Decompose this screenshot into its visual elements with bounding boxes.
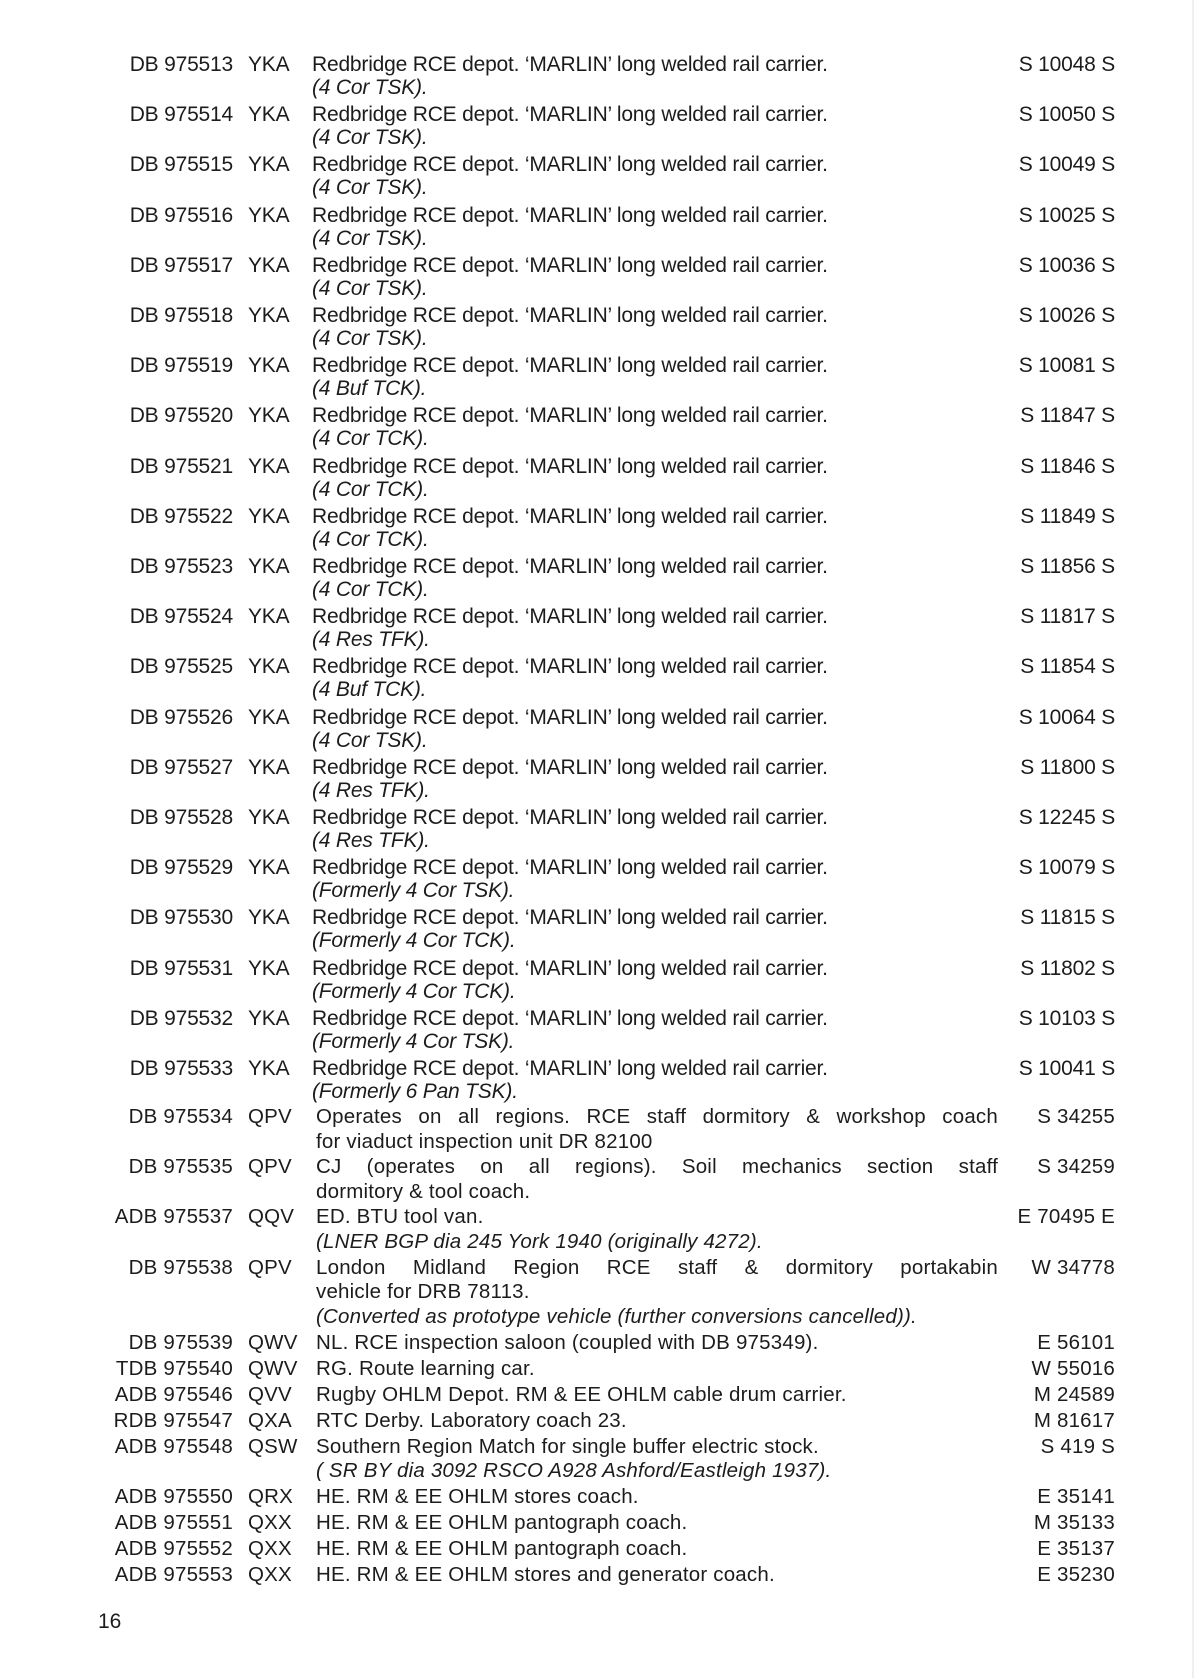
type-code: YKA: [248, 53, 290, 76]
entry-row: [0, 1409, 1200, 1434]
original-number: M 35133: [1033, 1510, 1115, 1534]
vehicle-number: ADB 975553: [114, 1562, 233, 1586]
type-code: QPV: [248, 1255, 292, 1279]
description-line: HE. RM & EE OHLM stores and generator coach.: [316, 1562, 775, 1586]
vehicle-number: DB 975524: [129, 605, 233, 629]
former-identity-note: (4 Res TFK).: [312, 628, 430, 652]
original-number: E 70495 E: [1017, 1205, 1115, 1229]
description-line: RG. Route learning car.: [316, 1356, 535, 1380]
description: Redbridge RCE depot. ‘MARLIN’ long welded rail carrier.: [312, 555, 828, 578]
type-code: QWV: [248, 1330, 298, 1354]
original-number: S 11817 S: [1020, 605, 1115, 629]
type-code: YKA: [248, 906, 290, 930]
original-number: S 11856 S: [1020, 555, 1115, 578]
entry-row: [0, 1331, 1200, 1356]
type-code: QXA: [248, 1408, 292, 1432]
type-code: QPV: [248, 1155, 292, 1179]
former-identity-note: (Formerly 4 Cor TCK).: [312, 929, 516, 953]
original-number: S 11854 S: [1020, 655, 1115, 679]
original-number: E 35137: [1037, 1536, 1115, 1560]
type-code: YKA: [248, 705, 290, 729]
original-number: S 10048 S: [1018, 53, 1115, 76]
description-line: RTC Derby. Laboratory coach 23.: [316, 1408, 627, 1432]
vehicle-number: DB 975513: [129, 53, 233, 76]
original-number: S 10025 S: [1018, 203, 1115, 227]
page-number: 16: [98, 1610, 122, 1633]
description: Redbridge RCE depot. ‘MARLIN’ long welded rail carrier.: [312, 253, 828, 277]
entry-row: [0, 455, 1200, 503]
entry-row: [0, 354, 1200, 402]
description-line: vehicle for DRB 78113.: [316, 1280, 530, 1304]
former-identity-note: (4 Cor TCK).: [312, 578, 429, 601]
vehicle-number: DB 975515: [129, 153, 233, 177]
former-identity-note: (4 Cor TCK).: [312, 427, 429, 451]
description: Redbridge RCE depot. ‘MARLIN’ long welded rail carrier.: [312, 906, 828, 930]
vehicle-number: DB 975532: [129, 1006, 233, 1030]
entry-row: [0, 153, 1200, 201]
original-number: S 10026 S: [1018, 304, 1115, 327]
original-number: M 81617: [1033, 1408, 1115, 1432]
original-number: S 10103 S: [1018, 1006, 1115, 1030]
vehicle-number: ADB 975546: [114, 1382, 233, 1406]
vehicle-number: ADB 975537: [114, 1205, 233, 1229]
entry-row: [0, 505, 1200, 553]
former-identity-note: (4 Buf TCK).: [312, 377, 427, 401]
former-identity-note: (4 Cor TSK).: [312, 276, 428, 300]
type-code: YKA: [248, 555, 290, 578]
vehicle-number: DB 975539: [128, 1330, 233, 1354]
original-number: S 419 S: [1040, 1434, 1115, 1458]
description: Redbridge RCE depot. ‘MARLIN’ long welded rail carrier.: [312, 103, 828, 127]
entry-row: [0, 254, 1200, 302]
entry-row: [0, 53, 1200, 101]
entry-row: [0, 1007, 1200, 1055]
type-code: YKA: [248, 253, 290, 277]
type-code: QPV: [248, 1105, 292, 1128]
entry-row: [0, 957, 1200, 1005]
original-number: S 11802 S: [1020, 956, 1115, 980]
vehicle-number: DB 975514: [129, 103, 233, 127]
description: Redbridge RCE depot. ‘MARLIN’ long welded rail carrier.: [312, 153, 828, 177]
entry-row: [0, 605, 1200, 653]
former-identity-note: (4 Cor TSK).: [312, 176, 428, 200]
type-code: YKA: [248, 655, 290, 679]
vehicle-number: DB 975517: [129, 253, 233, 277]
former-identity-note: (4 Buf TCK).: [312, 678, 427, 702]
type-code: QWV: [248, 1356, 298, 1380]
description: Redbridge RCE depot. ‘MARLIN’ long welded rail carrier.: [312, 454, 828, 478]
original-number: W 55016: [1031, 1356, 1115, 1380]
entry-row: [0, 706, 1200, 754]
original-number: S 10049 S: [1018, 153, 1115, 177]
description: Redbridge RCE depot. ‘MARLIN’ long welded rail carrier.: [312, 705, 828, 729]
type-code: YKA: [248, 504, 290, 528]
type-code: YKA: [248, 354, 290, 378]
former-identity-note: (4 Cor TCK).: [312, 477, 429, 501]
original-number: S 34255: [1037, 1105, 1115, 1128]
description: Redbridge RCE depot. ‘MARLIN’ long welded rail carrier.: [312, 755, 828, 779]
description: Redbridge RCE depot. ‘MARLIN’ long welded rail carrier.: [312, 404, 828, 428]
type-code: YKA: [248, 203, 290, 227]
original-number: S 11847 S: [1020, 404, 1115, 428]
entry-row: [0, 806, 1200, 854]
vehicle-number: DB 975525: [129, 655, 233, 679]
original-number: S 11849 S: [1020, 504, 1115, 528]
former-identity-note: (4 Res TFK).: [312, 829, 430, 852]
type-code: YKA: [248, 454, 290, 478]
vehicle-number: DB 975533: [129, 1057, 233, 1080]
former-identity-note: (4 Res TFK).: [312, 778, 430, 802]
original-number: E 35141: [1037, 1484, 1115, 1508]
entry-row: [0, 404, 1200, 452]
original-number: S 11815 S: [1020, 906, 1115, 930]
entry-row: [0, 103, 1200, 151]
type-code: QVV: [248, 1382, 292, 1406]
vehicle-number: DB 975535: [128, 1155, 233, 1179]
type-code: YKA: [248, 404, 290, 428]
former-identity-note: (4 Cor TSK).: [312, 728, 428, 752]
former-identity-note: (4 Cor TSK).: [312, 76, 428, 99]
vehicle-number: ADB 975550: [114, 1484, 233, 1508]
entry-row: [0, 555, 1200, 603]
vehicle-number: DB 975528: [129, 806, 233, 829]
entry-row: [0, 856, 1200, 904]
type-code: YKA: [248, 605, 290, 629]
description-line: ED. BTU tool van.: [316, 1205, 484, 1229]
type-code: YKA: [248, 153, 290, 177]
description-note: (LNER BGP dia 245 York 1940 (originally 4272).: [316, 1230, 763, 1254]
description-line: London Midland Region RCE staff & dormitory portakabin: [316, 1255, 998, 1279]
former-identity-note: (4 Cor TCK).: [312, 527, 429, 551]
type-code: YKA: [248, 1006, 290, 1030]
description: Redbridge RCE depot. ‘MARLIN’ long welded rail carrier.: [312, 53, 828, 76]
former-identity-note: (Formerly 4 Cor TSK).: [312, 879, 515, 903]
former-identity-note: (4 Cor TSK).: [312, 226, 428, 250]
description: Redbridge RCE depot. ‘MARLIN’ long welded rail carrier.: [312, 304, 828, 327]
original-number: S 10036 S: [1018, 253, 1115, 277]
entry-row: [0, 1256, 1200, 1330]
vehicle-number: DB 975518: [129, 304, 233, 327]
original-number: S 10081 S: [1018, 354, 1115, 378]
entry-row: [0, 1435, 1200, 1485]
entry-row: [0, 1205, 1200, 1255]
description: Redbridge RCE depot. ‘MARLIN’ long welded rail carrier.: [312, 956, 828, 980]
entry-row: [0, 1563, 1200, 1588]
original-number: S 10079 S: [1018, 856, 1115, 880]
type-code: YKA: [248, 103, 290, 127]
original-number: S 11846 S: [1020, 454, 1115, 478]
original-number: S 34259: [1037, 1155, 1115, 1179]
type-code: QQV: [248, 1205, 295, 1229]
type-code: YKA: [248, 1057, 290, 1080]
vehicle-number: ADB 975548: [114, 1434, 233, 1458]
type-code: YKA: [248, 956, 290, 980]
entry-row: [0, 204, 1200, 252]
vehicle-number: DB 975523: [129, 555, 233, 578]
original-number: S 12245 S: [1018, 806, 1115, 829]
original-number: M 24589: [1033, 1382, 1115, 1406]
vehicle-number: DB 975516: [129, 203, 233, 227]
vehicle-number: DB 975519: [129, 354, 233, 378]
vehicle-number: DB 975538: [128, 1255, 233, 1279]
vehicle-number: DB 975520: [129, 404, 233, 428]
description: Redbridge RCE depot. ‘MARLIN’ long welded rail carrier.: [312, 605, 828, 629]
entry-row: [0, 1357, 1200, 1382]
entry-row: [0, 1057, 1200, 1105]
former-identity-note: (4 Cor TSK).: [312, 327, 428, 350]
description: Redbridge RCE depot. ‘MARLIN’ long welded rail carrier.: [312, 1006, 828, 1030]
original-number: S 10050 S: [1018, 103, 1115, 127]
entry-row: [0, 906, 1200, 954]
entry-row: [0, 1105, 1200, 1155]
entry-row: [0, 1511, 1200, 1536]
type-code: YKA: [248, 304, 290, 327]
type-code: QRX: [248, 1484, 294, 1508]
description-line: Operates on all regions. RCE staff dormitory & workshop coach: [316, 1105, 998, 1128]
type-code: QXX: [248, 1536, 292, 1560]
original-number: E 56101: [1037, 1330, 1115, 1354]
former-identity-note: (Formerly 6 Pan TSK).: [312, 1080, 518, 1103]
description-line: NL. RCE inspection saloon (coupled with DB 975349).: [316, 1330, 819, 1354]
vehicle-number: ADB 975552: [114, 1536, 233, 1560]
description: Redbridge RCE depot. ‘MARLIN’ long welded rail carrier.: [312, 856, 828, 880]
description-line: HE. RM & EE OHLM pantograph coach.: [316, 1536, 688, 1560]
entry-row: [0, 1155, 1200, 1205]
type-code: QXX: [248, 1510, 292, 1534]
original-number: S 10064 S: [1018, 705, 1115, 729]
type-code: YKA: [248, 806, 290, 829]
entry-row: [0, 1383, 1200, 1408]
original-number: S 11800 S: [1020, 755, 1115, 779]
description-line: HE. RM & EE OHLM stores coach.: [316, 1484, 639, 1508]
vehicle-number: DB 975521: [129, 454, 233, 478]
type-code: YKA: [248, 856, 290, 880]
vehicle-number: DB 975534: [128, 1105, 233, 1128]
entry-row: [0, 655, 1200, 703]
description-line: CJ (operates on all regions). Soil mechanics section staff: [316, 1155, 998, 1179]
description-line: for viaduct inspection unit DR 82100: [316, 1129, 653, 1153]
description: Redbridge RCE depot. ‘MARLIN’ long welded rail carrier.: [312, 203, 828, 227]
entry-row: [0, 756, 1200, 804]
original-number: E 35230: [1037, 1562, 1115, 1586]
original-number: W 34778: [1031, 1255, 1115, 1279]
vehicle-number: DB 975527: [129, 755, 233, 779]
former-identity-note: (Formerly 4 Cor TCK).: [312, 979, 516, 1003]
description: Redbridge RCE depot. ‘MARLIN’ long welded rail carrier.: [312, 354, 828, 378]
description-line: Southern Region Match for single buffer electric stock.: [316, 1434, 819, 1458]
description: Redbridge RCE depot. ‘MARLIN’ long welded rail carrier.: [312, 655, 828, 679]
description-line: dormitory & tool coach.: [316, 1179, 531, 1203]
description-line: HE. RM & EE OHLM pantograph coach.: [316, 1510, 688, 1534]
entry-row: [0, 304, 1200, 352]
former-identity-note: (4 Cor TSK).: [312, 126, 428, 150]
description-note: (Converted as prototype vehicle (further conversions cancelled)).: [316, 1305, 917, 1329]
description: Redbridge RCE depot. ‘MARLIN’ long welded rail carrier.: [312, 806, 828, 829]
description-line: Rugby OHLM Depot. RM & EE OHLM cable drum carrier.: [316, 1382, 847, 1406]
vehicle-number: DB 975529: [129, 856, 233, 880]
description-note: ( SR BY dia 3092 RSCO A928 Ashford/Eastleigh 1937).: [316, 1459, 832, 1483]
type-code: YKA: [248, 755, 290, 779]
vehicle-number: DB 975530: [129, 906, 233, 930]
type-code: QXX: [248, 1562, 292, 1586]
description: Redbridge RCE depot. ‘MARLIN’ long welded rail carrier.: [312, 504, 828, 528]
vehicle-number: DB 975526: [129, 705, 233, 729]
vehicle-number: DB 975522: [129, 504, 233, 528]
vehicle-number: RDB 975547: [113, 1408, 233, 1432]
type-code: QSW: [248, 1434, 298, 1458]
original-number: S 10041 S: [1018, 1057, 1115, 1080]
vehicle-number: TDB 975540: [115, 1356, 233, 1380]
former-identity-note: (Formerly 4 Cor TSK).: [312, 1029, 515, 1053]
entry-row: [0, 1485, 1200, 1510]
description: Redbridge RCE depot. ‘MARLIN’ long welded rail carrier.: [312, 1057, 828, 1080]
entry-row: [0, 1537, 1200, 1562]
vehicle-number: DB 975531: [129, 956, 233, 980]
vehicle-number: ADB 975551: [114, 1510, 233, 1534]
